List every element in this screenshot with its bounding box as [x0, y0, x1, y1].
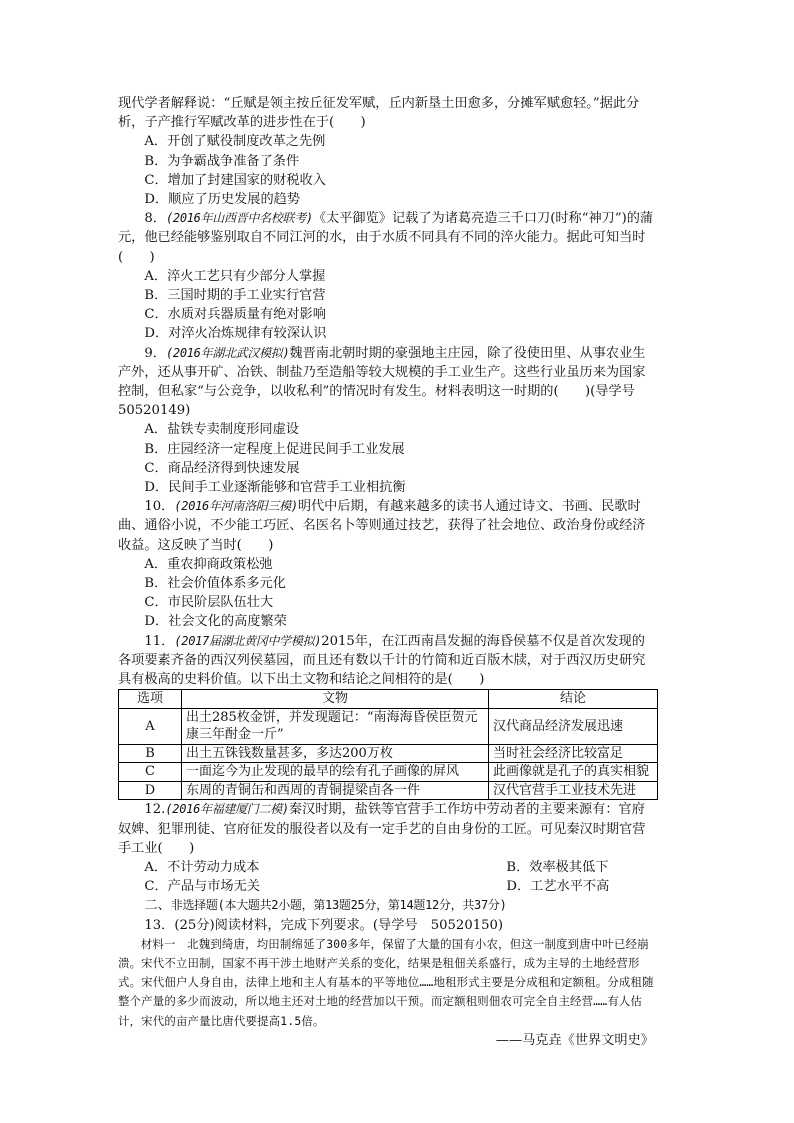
question-12-source: (2016年福建厦门二模): [165, 802, 289, 817]
question-13-text: 13．(25分)阅读材料，完成下列要求。(导学号 50520150): [144, 917, 504, 933]
artifact-table: [118, 689, 658, 800]
question-9-number: 9．: [144, 345, 166, 361]
table-row: [119, 781, 658, 800]
option-9b: B．庄园经济一定程度上促进民间手工业发展: [144, 441, 405, 457]
section-heading: [118, 896, 658, 915]
question-8-text: 《太平御览》记载了为诸葛亮造三千口刀(时称“神刀”)的蒲元，他已经能够鉴别取自不同江河的水，由于水质不同具有不同的淬火能力。据此可知当时( ): [118, 211, 654, 265]
question-11-number: 11．: [144, 633, 175, 649]
option-12a: A．不计劳动力成本: [144, 859, 260, 875]
option-8a: A．淬火工艺只有少部分人掌握: [144, 268, 326, 284]
table-row: [119, 744, 658, 763]
question-8: [118, 209, 658, 343]
option-7d: D．顺应了历史发展的趋势: [144, 192, 301, 208]
question-9: [118, 344, 658, 498]
citation: ——马克垚《世界文明史》: [495, 1032, 654, 1048]
question-7: [118, 94, 658, 209]
table-cell-option: B: [119, 744, 182, 763]
question-8-number: 8．: [144, 211, 166, 227]
question-9-source: (2016年湖北武汉模拟): [165, 345, 290, 360]
question-10-source: (2016年河南洛阳三模): [174, 499, 298, 514]
option-10d: D．社会文化的高度繁荣: [144, 614, 287, 630]
option-9d: D．民间手工业逐渐能够和官营手工业相抗衡: [144, 480, 406, 496]
question-12-number: 12.: [144, 802, 166, 818]
question-7-text: 现代学者解释说：“丘赋是领主按丘征发军赋，丘内新垦土田愈多，分摊军赋愈轻。”据此分析，子产推行军赋改革的进步性在于( ): [118, 96, 640, 131]
question-10-text: 明代中后期，有越来越多的读书人通过诗文、书画、民歌时曲、通俗小说，不少能工巧匠、名医名卜等则通过技艺，获得了社会地位、政治身份或经济收益。这反映了当时( ): [118, 499, 646, 553]
option-10c: C．市民阶层队伍壮大: [144, 595, 274, 611]
material-1: 材料一 北魏到绮唐，均田制绵延了300多年，保留了大量的国有小农，但这一制度到唐中叶已经崩溃。宋代不立田制，国家不再干涉土地财产关系的变化，结果是租佃关系盛行，成为主导的土地经营形式。宋代佃户人身自由，法律上地和主人有基本的平等地位……地租形式主要是分成租和定额租。分成租随整个产量的多少而波动，所以地主还对土地的经营加以干预。而定额租则佃农可完全自主经营……有人估计，宋代的亩产量比唐代要提高1.5倍。: [118, 936, 654, 1028]
question-12-text: 秦汉时期，盐铁等官营手工作坊中劳动者的主要来源有：官府奴婢、犯罪刑徒、官府征发的服役者以及有一定手艺的自由身份的工匠。可见秦汉时期官营手工业( ): [118, 802, 646, 856]
table-cell-artifact: 一面迄今为止发现的最早的绘有孔子画像的屏风: [182, 763, 489, 782]
table-header-option: 选项: [119, 690, 182, 709]
question-11-text: 2015年，在江西南昌发掘的海昏侯墓不仅是首次发现的各项要素齐备的西汉列侯墓园，而且还有数以千计的竹简和近百版木牍，对于西汉历史研究具有极高的史料价值。以下出土文物和结论之间相符的是( ): [118, 633, 646, 688]
question-12: [118, 800, 658, 896]
table-cell-artifact: 东周的青铜缶和西周的青铜提梁卣各一件: [182, 781, 489, 800]
question-11-source: (2017届湖北黄冈中学模拟): [174, 633, 322, 648]
question-10-number: 10．: [144, 499, 175, 515]
table-row: [119, 708, 658, 744]
table-cell-conclusion: 此画像就是孔子的真实相貌: [489, 763, 658, 782]
table-cell-option: A: [119, 708, 182, 744]
table-cell-artifact: 出土五铢钱数量甚多，多达200万枚: [182, 744, 489, 763]
option-9a: A．盐铁专卖制度形同虚设: [144, 422, 299, 438]
section-heading-prefix: 二、: [144, 898, 171, 914]
table-header-conclusion: 结论: [489, 690, 658, 709]
option-7a: A．开创了赋役制度改革之先例: [144, 134, 326, 150]
option-7b: B．为争霸战争准备了条件: [144, 153, 300, 169]
table-cell-conclusion: 当时社会经济比较富足: [489, 744, 658, 763]
table-cell-conclusion: 汉代官营手工业技术先进: [489, 781, 658, 800]
question-10: [118, 497, 658, 631]
option-10a: A．重农抑商政策松弛: [144, 556, 273, 572]
table-cell-option: C: [119, 763, 182, 782]
option-8d: D．对淬火冶炼规律有较深认识: [144, 326, 327, 342]
option-9c: C．商品经济得到快速发展: [144, 460, 300, 476]
option-12c: C．产品与市场无关: [144, 879, 260, 895]
table-cell-artifact: 出土285枚金饼，并发现题记：“南海海昏侯臣贺元康三年酎金一斤”: [182, 708, 489, 744]
question-8-source: (2016年山西晋中名校联考): [165, 211, 313, 226]
section-heading-text: 非选择题(本大题共2小题，第13题25分，第14题12分，共37分): [170, 898, 507, 913]
table-header-row: [119, 690, 658, 709]
option-7c: C．增加了封建国家的财税收入: [144, 172, 326, 188]
question-11: [118, 632, 658, 801]
option-12d: D．工艺水平不高: [506, 879, 610, 895]
table-cell-option: D: [119, 781, 182, 800]
exam-page: [118, 94, 658, 1050]
option-10b: B．社会价值体系多元化: [144, 576, 286, 592]
option-12b: B．效率极其低下: [506, 859, 609, 875]
question-9-text: 魏晋南北朝时期的豪强地主庄园，除了役使田里、从事农业生产外，还从事开矿、冶铁、制盐乃至造船等较大规模的手工业生产。这些行业虽历来为国家控制，但私家“与公竞争，以收私利”的情况时有发生。材料表明这一时期的( )(导学号 50520149): [118, 345, 649, 419]
table-row: [119, 763, 658, 782]
option-8c: C．水质对兵器质量有绝对影响: [144, 307, 326, 323]
option-8b: B．三国时期的手工业实行官营: [144, 288, 326, 304]
table-header-artifact: 文物: [182, 690, 489, 709]
question-13: [118, 916, 658, 1050]
table-cell-conclusion: 汉代商品经济发展迅速: [489, 708, 658, 744]
